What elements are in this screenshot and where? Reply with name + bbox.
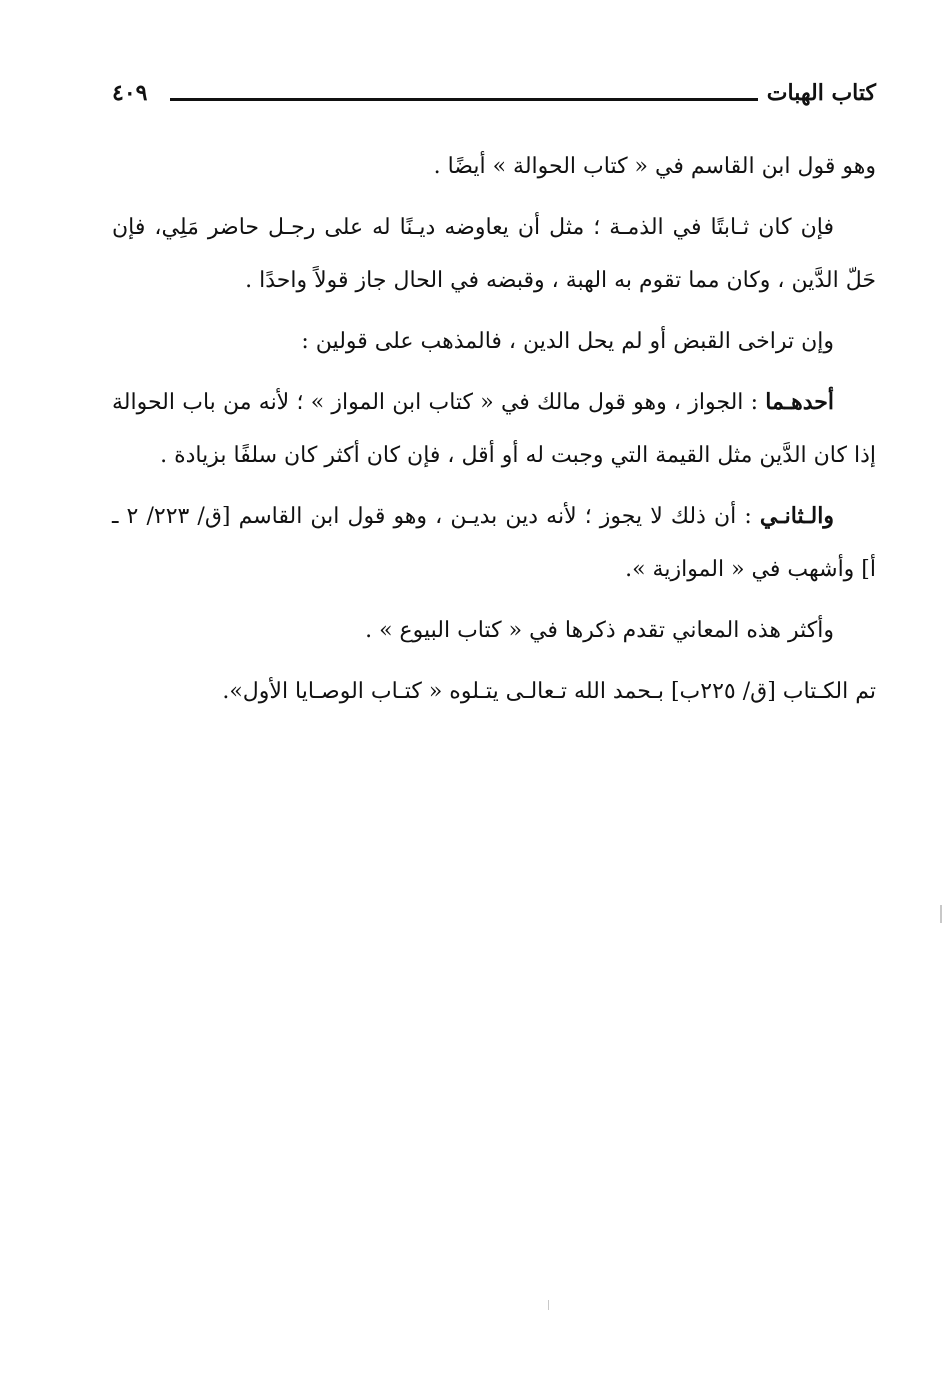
body-text — [112, 140, 876, 726]
paragraph-text: وأكثر هذه المعاني تقدم ذكرها في « كتاب البيوع » . — [365, 618, 834, 643]
paragraph-lead-word: أحدهـما — [765, 389, 834, 415]
scan-speck — [548, 1300, 549, 1310]
paragraph-text: وهو قول ابن القاسم في « كتاب الحوالة » أيضًا . — [433, 154, 876, 179]
paragraph-2 — [112, 201, 876, 307]
page-header — [112, 78, 876, 118]
paragraph-3 — [112, 315, 876, 368]
paragraph-text: : الجواز ، وهو قول مالك في « كتاب ابن المواز » ؛ لأنه من باب الحوالة إذا كان الدَّين مثل القيمة التي وجبت له أو أقل ، فإن كان أكثر كان سلفًا بزيادة . — [112, 390, 876, 468]
paragraph-6 — [112, 604, 876, 657]
running-title: كتاب الهبات — [766, 80, 876, 106]
page-number: ٤٠٩ — [112, 80, 148, 106]
paragraph-1 — [112, 140, 876, 193]
paragraph-4 — [112, 376, 876, 482]
header-rule — [170, 98, 758, 101]
paragraph-5 — [112, 490, 876, 596]
paragraph-7 — [112, 665, 876, 718]
paragraph-lead-word: والـثانـي — [759, 503, 834, 529]
paragraph-text: فإن كان ثـابتًا في الذمـة ؛ مثل أن يعاوضه ديـنًا له على رجـل حاضر مَلِي، فإن حَلّ الدَّين ، وكان مما تقوم به الهبة ، وقبضه في الحال جاز قولاً واحدًا . — [112, 215, 876, 293]
scan-speck — [940, 905, 942, 923]
paragraph-text: وإن تراخى القبض أو لم يحل الدين ، فالمذهب على قولين : — [301, 329, 834, 354]
paragraph-text: تم الكـتاب [ق/ ٢٢٥ب] بـحمد الله تـعالـى يتـلوه « كتـاب الوصـايا الأول». — [222, 679, 876, 704]
paragraph-text: : أن ذلك لا يجوز ؛ لأنه دين بديـن ، وهو قول ابن القاسم [ق/ ٢٢٣/ ٢ ـ أ] وأشهب في « الموازية ». — [112, 504, 876, 582]
